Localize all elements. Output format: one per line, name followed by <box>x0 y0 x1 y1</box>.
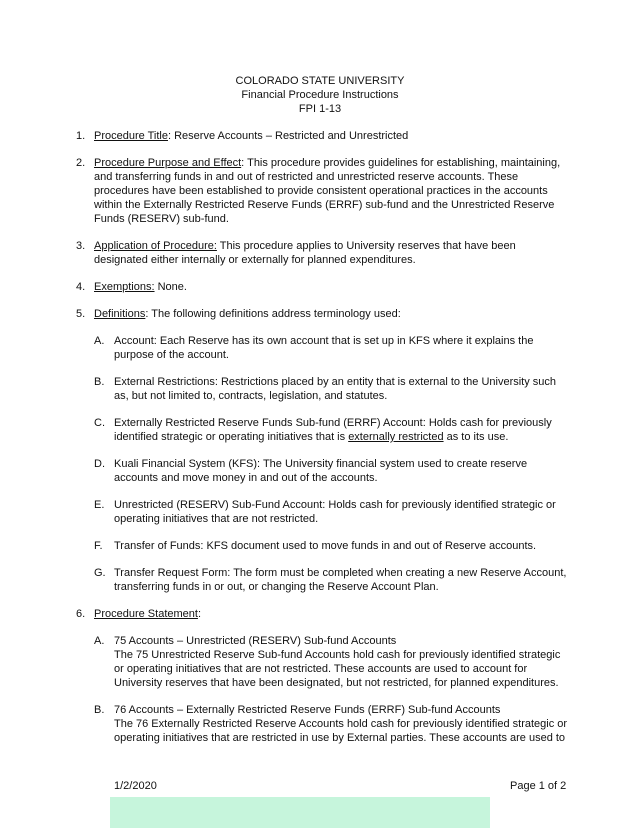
section-number: 4. <box>76 281 86 293</box>
definition-text: Account: Each Reserve has its own account that is set up in KFS where it explains the purpose of the account. <box>114 335 534 361</box>
document-type: Financial Procedure Instructions <box>241 89 399 101</box>
section-text: The following definitions address terminology used: <box>151 308 401 320</box>
definition-item <box>94 539 568 553</box>
section-number: 6. <box>76 608 86 620</box>
definition-letter: E. <box>94 499 105 511</box>
section-purpose <box>76 156 568 226</box>
definition-emphasis: externally restricted <box>348 431 444 443</box>
document-body <box>76 129 568 758</box>
statement-text: The 75 Unrestricted Reserve Sub-fund Accounts hold cash for previously identified strategic or operating initiatives that are not restricted. These accounts are used to account for University reserves that have been designated, but not restricted, for planned expenditures. <box>114 649 561 689</box>
separator: : <box>167 130 175 142</box>
document-id: FPI 1-13 <box>298 103 342 115</box>
section-heading: Definitions <box>94 308 146 320</box>
statement-item <box>94 634 568 690</box>
section-number: 3. <box>76 240 86 252</box>
section-heading: Procedure Title <box>94 130 168 142</box>
section-exemptions <box>76 280 568 294</box>
section-heading: Procedure Purpose and Effect <box>94 157 242 169</box>
university-name: COLORADO STATE UNIVERSITY <box>235 75 405 87</box>
section-heading: Exemptions: <box>94 281 155 293</box>
section-text: None. <box>157 281 187 293</box>
statement-title: 75 Accounts – Unrestricted (RESERV) Sub-fund Accounts <box>114 635 397 647</box>
section-text: This procedure applies to University reserves that have been designated either internally or externally for planned expenditures. <box>94 240 516 266</box>
section-application <box>76 239 568 267</box>
definition-text: Externally Restricted Reserve Funds Sub-fund (ERRF) Account: Holds cash for previously identified strategic or operating initiatives that is <box>114 417 552 443</box>
definition-text: External Restrictions: Restrictions placed by an entity that is external to the University such as, but not limited to, contracts, legislation, and statutes. <box>114 376 557 402</box>
definition-item <box>94 375 568 403</box>
definition-letter: D. <box>94 458 105 470</box>
highlight-box <box>110 797 490 828</box>
definition-item <box>94 498 568 526</box>
section-text: Reserve Accounts – Restricted and Unrestricted <box>174 130 409 142</box>
footer-page-number: Page 1 of 2 <box>510 780 567 792</box>
section-heading: Application of Procedure: <box>94 240 217 252</box>
section-procedure-statement <box>76 607 568 745</box>
definition-letter: F. <box>94 540 103 552</box>
statement-item <box>94 703 568 745</box>
definition-text: Kuali Financial System (KFS): The University financial system used to create reserve accounts and move money in and out of the accounts. <box>114 458 528 484</box>
section-text: This procedure provides guidelines for establishing, maintaining, and transferring funds in and out of restricted and unrestricted reserve accounts. These procedures have been established to provide consistent operational practices in the accounts within the Externally Restricted Reserve Funds (ERRF) sub-fund and the Unrestricted Reserve Funds (RESERV) sub-fund. <box>94 157 561 225</box>
statement-text: The 76 Externally Restricted Reserve Accounts hold cash for previously identified strategic or operating initiatives that are restricted in use by External parties. These accounts are used to <box>114 718 568 744</box>
document-header <box>0 74 640 116</box>
definition-text: Transfer of Funds: KFS document used to move funds in and out of Reserve accounts. <box>114 540 537 552</box>
definition-item <box>94 566 568 594</box>
definition-letter: B. <box>94 376 105 388</box>
statement-title: 76 Accounts – Externally Restricted Reserve Funds (ERRF) Sub-fund Accounts <box>114 704 501 716</box>
section-number: 1. <box>76 130 86 142</box>
section-procedure-title <box>76 129 568 143</box>
definition-letter: C. <box>94 417 105 429</box>
statement-letter: B. <box>94 704 105 716</box>
separator: : <box>241 157 248 169</box>
section-heading: Procedure Statement <box>94 608 198 620</box>
definition-item <box>94 457 568 485</box>
section-definitions <box>76 307 568 594</box>
definition-text: Transfer Request Form: The form must be completed when creating a new Reserve Account, transferring funds in or out, or changing the Reserve Account Plan. <box>114 567 567 593</box>
section-number: 5. <box>76 308 86 320</box>
definition-letter: G. <box>94 567 106 579</box>
separator: : <box>145 308 152 320</box>
footer-date: 1/2/2020 <box>114 780 157 792</box>
definition-item <box>94 334 568 362</box>
definition-letter: A. <box>94 335 105 347</box>
separator: : <box>197 608 202 620</box>
definition-text: Unrestricted (RESERV) Sub-Fund Account: Holds cash for previously identified strategic or operating initiatives that are not restricted. <box>114 499 556 525</box>
section-number: 2. <box>76 157 86 169</box>
definition-item <box>94 416 568 444</box>
definition-text: as to its use. <box>443 431 509 443</box>
statement-letter: A. <box>94 635 105 647</box>
